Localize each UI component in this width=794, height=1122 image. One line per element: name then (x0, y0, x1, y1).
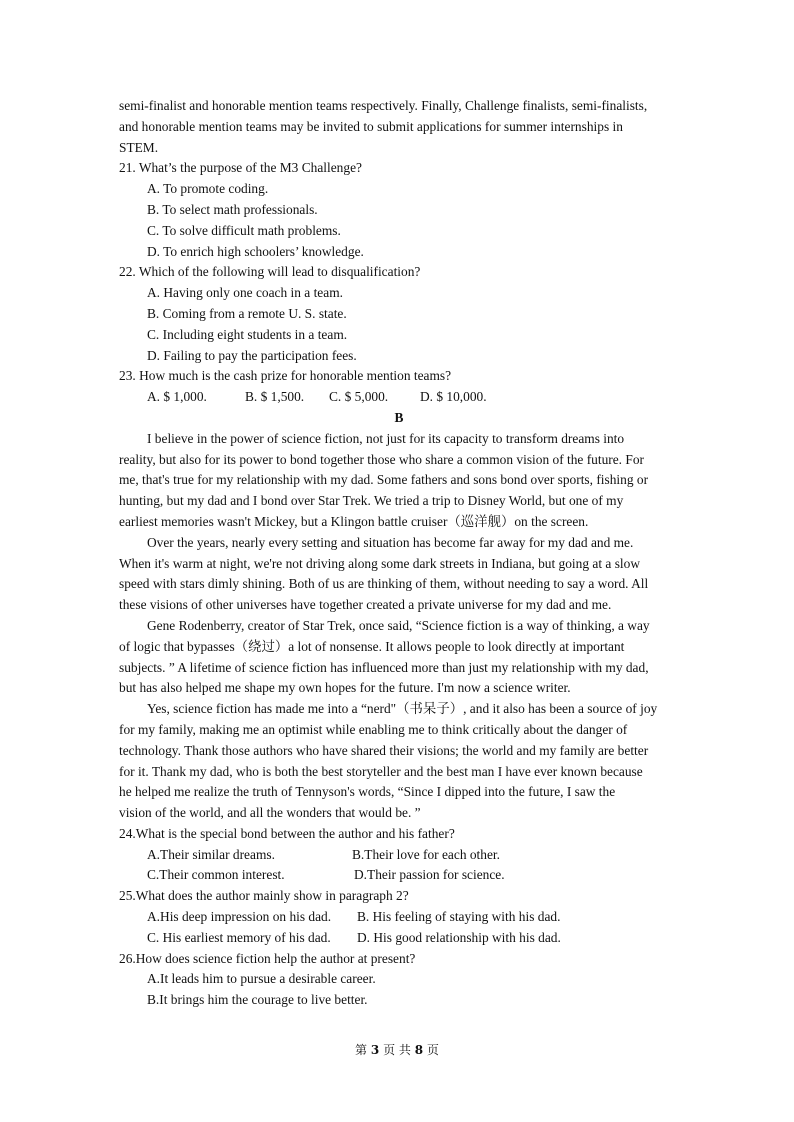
option-24a: A.Their similar dreams. (147, 846, 275, 862)
question-21: 21. What’s the purpose of the M3 Challenge? (119, 160, 362, 176)
option-25a: A.His deep impression on his dad. (147, 909, 332, 925)
paragraph-1-line: I believe in the power of science fiction, not just for its capacity to transform dreams into (147, 430, 625, 446)
option-22a: A. Having only one coach in a team. (147, 285, 343, 301)
page-content (119, 96, 679, 1011)
paragraph-1-line: hunting, but my dad and I bond over Star Trek. We tried a trip to Disney World, but one of my (119, 493, 624, 509)
options-23 (119, 387, 679, 408)
paragraph-2-line: When it's warm at night, we're not driving along some dark streets in Indiana, but going at a slow (119, 555, 640, 571)
question-25: 25.What does the author mainly show in paragraph 2? (119, 888, 409, 904)
paragraph-4-line: for my family, making me an optimist while enabling me to think critically about the danger of (119, 721, 628, 737)
question-23: 23. How much is the cash prize for honorable mention teams? (119, 368, 452, 384)
option-23b: B. $ 1,500. (245, 389, 305, 405)
question-22: 22. Which of the following will lead to disqualification? (119, 264, 421, 280)
option-23a: A. $ 1,000. (147, 389, 207, 405)
paragraph-1-line: earliest memories wasn't Mickey, but a Klingon battle cruiser（巡洋舰）on the screen. (119, 513, 589, 529)
footer-middle: 页 共 (383, 1043, 411, 1057)
option-25d: D. His good relationship with his dad. (357, 929, 561, 945)
paragraph-3-line: of logic that bypasses（绕过）a lot of nonsense. It allows people to look directly at important (119, 638, 625, 654)
paragraph-2-line: speed with stars dimly shining. Both of us are thinking of them, without needing to say a word. All (119, 576, 649, 592)
paragraph-4-line: vision of the world, and all the wonders that would be. ” (119, 805, 421, 821)
text-line: and honorable mention teams may be invited to submit applications for summer internships in (119, 118, 623, 134)
page-footer (0, 1041, 794, 1058)
footer-page-number: 3 (370, 1043, 380, 1057)
paragraph-1-line: reality, but also for its power to bond together those who share a common vision of the future. For (119, 451, 644, 467)
question-26: 26.How does science fiction help the author at present? (119, 950, 416, 966)
text-line: STEM. (119, 139, 159, 155)
option-24b: B.Their love for each other. (352, 846, 500, 862)
paragraph-1-line: me, that's true for my relationship with my dad. Some fathers and sons bond over sports, fishing or (119, 472, 649, 488)
options-25-row1 (119, 907, 679, 928)
question-24: 24.What is the special bond between the author and his father? (119, 825, 455, 841)
footer-prefix: 第 (355, 1043, 368, 1057)
option-25b: B. His feeling of staying with his dad. (357, 909, 561, 925)
options-24-row1 (119, 845, 679, 866)
option-21d: D. To enrich high schoolers’ knowledge. (147, 243, 364, 259)
option-23d: D. $ 10,000. (420, 389, 487, 405)
option-24c: C.Their common interest. (147, 867, 285, 883)
paragraph-2-line: these visions of other universes have together created a private universe for my dad and me. (119, 597, 612, 613)
option-22d: D. Failing to pay the participation fees. (147, 347, 357, 363)
option-23c: C. $ 5,000. (329, 389, 389, 405)
paragraph-4-line: for it. Thank my dad, who is both the best storyteller and the best man I have ever known because (119, 763, 643, 779)
paragraph-3-line: but has also helped me shape my own hopes for the future. I'm now a science writer. (119, 680, 571, 696)
options-25-row2 (119, 928, 679, 949)
option-21c: C. To solve difficult math problems. (147, 222, 341, 238)
paragraph-4-line: Yes, science fiction has made me into a “nerd"（书呆子）, and it also has been a source of joy (147, 701, 658, 717)
paragraph-3-line: Gene Rodenberry, creator of Star Trek, once said, “Science fiction is a way of thinking, a way (147, 617, 650, 633)
option-24d: D.Their passion for science. (354, 867, 505, 883)
option-26a: A.It leads him to pursue a desirable career. (147, 971, 376, 987)
text-line: semi-finalist and honorable mention teams respectively. Finally, Challenge finalists, semi-finalists, (119, 98, 648, 113)
option-26b: B.It brings him the courage to live better. (147, 992, 368, 1008)
paragraph-4-line: he helped me realize the truth of Tennyson's words, “Since I dipped into the future, I saw the (119, 784, 616, 800)
footer-suffix: 页 (426, 1043, 439, 1057)
footer-total-pages: 8 (414, 1043, 424, 1057)
section-heading-b: B (394, 409, 404, 425)
option-25c: C. His earliest memory of his dad. (147, 929, 331, 945)
option-22c: C. Including eight students in a team. (147, 326, 348, 342)
options-24-row2 (119, 865, 679, 886)
paragraph-4-line: technology. Thank those authors who have shared their visions; the world and my family are better (119, 742, 649, 758)
option-21a: A. To promote coding. (147, 181, 269, 197)
paragraph-2-line: Over the years, nearly every setting and situation has become far away for my dad and me. (147, 534, 634, 550)
paragraph-3-line: subjects. ” A lifetime of science fiction has influenced more than just my relationship with my dad, (119, 659, 649, 675)
option-21b: B. To select math professionals. (147, 201, 318, 217)
option-22b: B. Coming from a remote U. S. state. (147, 305, 347, 321)
